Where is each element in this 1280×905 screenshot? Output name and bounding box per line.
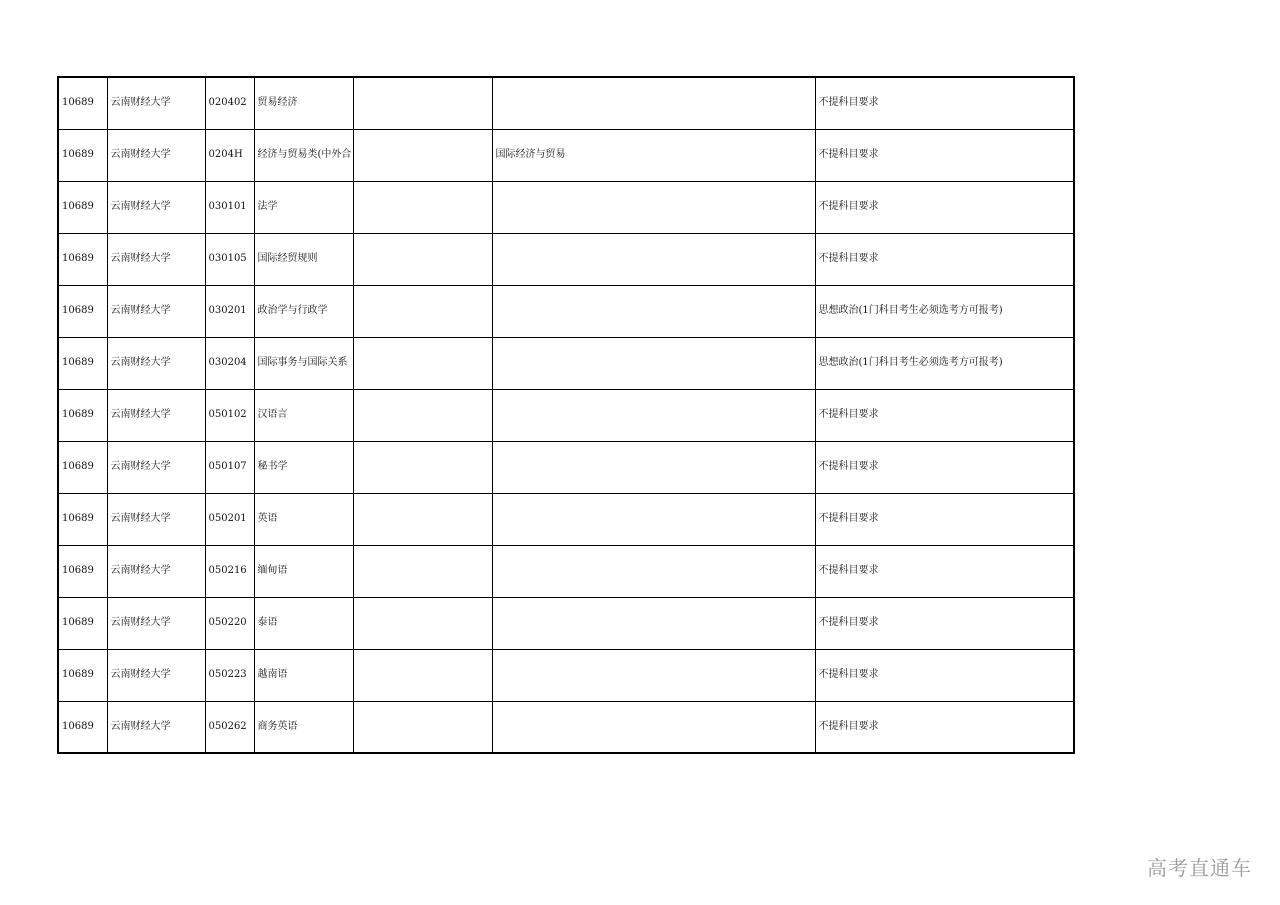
school-name-cell: 云南财经大学: [107, 129, 205, 181]
major-name-cell: 英语: [254, 493, 353, 545]
subject-requirement-cell: 不提科目要求: [815, 701, 1074, 753]
blank-cell: [353, 181, 492, 233]
table-row: [58, 337, 1074, 389]
school-name-cell: 云南财经大学: [107, 597, 205, 649]
watermark-text: 高考直通车: [1147, 856, 1252, 880]
blank-cell: [353, 545, 492, 597]
school-code-cell: 10689: [58, 441, 107, 493]
major-name-cell: 政治学与行政学: [254, 285, 353, 337]
table-body: [58, 77, 1074, 753]
subject-requirement-cell: 不提科目要求: [815, 493, 1074, 545]
major-code-cell: 030105: [205, 233, 254, 285]
major-code-cell: 050262: [205, 701, 254, 753]
blank-cell: [353, 389, 492, 441]
major-name-cell: 法学: [254, 181, 353, 233]
table-row: [58, 493, 1074, 545]
subject-requirement-cell: 不提科目要求: [815, 649, 1074, 701]
school-name-cell: 云南财经大学: [107, 181, 205, 233]
table-row: [58, 597, 1074, 649]
blank-cell: [353, 129, 492, 181]
school-name-cell: 云南财经大学: [107, 233, 205, 285]
school-code-cell: 10689: [58, 597, 107, 649]
requirements-table: [57, 76, 1075, 754]
school-code-cell: 10689: [58, 285, 107, 337]
school-name-cell: 云南财经大学: [107, 441, 205, 493]
included-majors-cell: [492, 337, 815, 389]
included-majors-cell: [492, 389, 815, 441]
included-majors-cell: [492, 701, 815, 753]
table-row: [58, 389, 1074, 441]
blank-cell: [353, 77, 492, 129]
major-code-cell: 050216: [205, 545, 254, 597]
major-name-cell: 汉语言: [254, 389, 353, 441]
school-code-cell: 10689: [58, 493, 107, 545]
table-row: [58, 649, 1074, 701]
subject-requirement-cell: 不提科目要求: [815, 545, 1074, 597]
included-majors-cell: [492, 493, 815, 545]
included-majors-cell: [492, 181, 815, 233]
major-name-cell: 秘书学: [254, 441, 353, 493]
school-name-cell: 云南财经大学: [107, 77, 205, 129]
school-code-cell: 10689: [58, 129, 107, 181]
major-name-cell: 贸易经济: [254, 77, 353, 129]
blank-cell: [353, 285, 492, 337]
major-code-cell: 030204: [205, 337, 254, 389]
subject-requirement-cell: 不提科目要求: [815, 389, 1074, 441]
table-row: [58, 77, 1074, 129]
blank-cell: [353, 233, 492, 285]
major-code-cell: 030201: [205, 285, 254, 337]
major-code-cell: 050220: [205, 597, 254, 649]
major-name-cell: 商务英语: [254, 701, 353, 753]
subject-requirement-cell: 思想政治(1门科目考生必须选考方可报考): [815, 285, 1074, 337]
table-row: [58, 701, 1074, 753]
blank-cell: [353, 337, 492, 389]
major-code-cell: 020402: [205, 77, 254, 129]
major-name-cell: 越南语: [254, 649, 353, 701]
included-majors-cell: [492, 233, 815, 285]
subject-requirement-cell: 不提科目要求: [815, 441, 1074, 493]
subject-requirement-cell: 不提科目要求: [815, 233, 1074, 285]
subject-requirement-cell: 不提科目要求: [815, 77, 1074, 129]
major-name-cell: 缅甸语: [254, 545, 353, 597]
major-code-cell: 050223: [205, 649, 254, 701]
major-code-cell: 050201: [205, 493, 254, 545]
blank-cell: [353, 493, 492, 545]
subject-requirement-cell: 思想政治(1门科目考生必须选考方可报考): [815, 337, 1074, 389]
major-code-cell: 050107: [205, 441, 254, 493]
major-code-cell: 030101: [205, 181, 254, 233]
table-row: [58, 441, 1074, 493]
major-name-cell: 国际经贸规则: [254, 233, 353, 285]
included-majors-cell: [492, 649, 815, 701]
major-name-cell: 泰语: [254, 597, 353, 649]
blank-cell: [353, 649, 492, 701]
school-code-cell: 10689: [58, 545, 107, 597]
table-row: [58, 129, 1074, 181]
school-name-cell: 云南财经大学: [107, 493, 205, 545]
school-name-cell: 云南财经大学: [107, 701, 205, 753]
school-code-cell: 10689: [58, 701, 107, 753]
blank-cell: [353, 701, 492, 753]
school-code-cell: 10689: [58, 337, 107, 389]
included-majors-cell: [492, 441, 815, 493]
major-code-cell: 050102: [205, 389, 254, 441]
major-name-cell: 经济与贸易类(中外合: [254, 129, 353, 181]
included-majors-cell: 国际经济与贸易: [492, 129, 815, 181]
included-majors-cell: [492, 597, 815, 649]
school-code-cell: 10689: [58, 233, 107, 285]
table-row: [58, 545, 1074, 597]
major-name-cell: 国际事务与国际关系: [254, 337, 353, 389]
table-row: [58, 233, 1074, 285]
included-majors-cell: [492, 285, 815, 337]
major-code-cell: 0204H: [205, 129, 254, 181]
table-row: [58, 181, 1074, 233]
table-row: [58, 285, 1074, 337]
school-code-cell: 10689: [58, 77, 107, 129]
school-name-cell: 云南财经大学: [107, 337, 205, 389]
school-name-cell: 云南财经大学: [107, 389, 205, 441]
included-majors-cell: [492, 545, 815, 597]
school-name-cell: 云南财经大学: [107, 649, 205, 701]
included-majors-cell: [492, 77, 815, 129]
subject-requirement-cell: 不提科目要求: [815, 597, 1074, 649]
school-name-cell: 云南财经大学: [107, 545, 205, 597]
school-code-cell: 10689: [58, 181, 107, 233]
school-code-cell: 10689: [58, 389, 107, 441]
blank-cell: [353, 597, 492, 649]
subject-requirement-cell: 不提科目要求: [815, 129, 1074, 181]
school-name-cell: 云南财经大学: [107, 285, 205, 337]
subject-requirement-cell: 不提科目要求: [815, 181, 1074, 233]
school-code-cell: 10689: [58, 649, 107, 701]
blank-cell: [353, 441, 492, 493]
